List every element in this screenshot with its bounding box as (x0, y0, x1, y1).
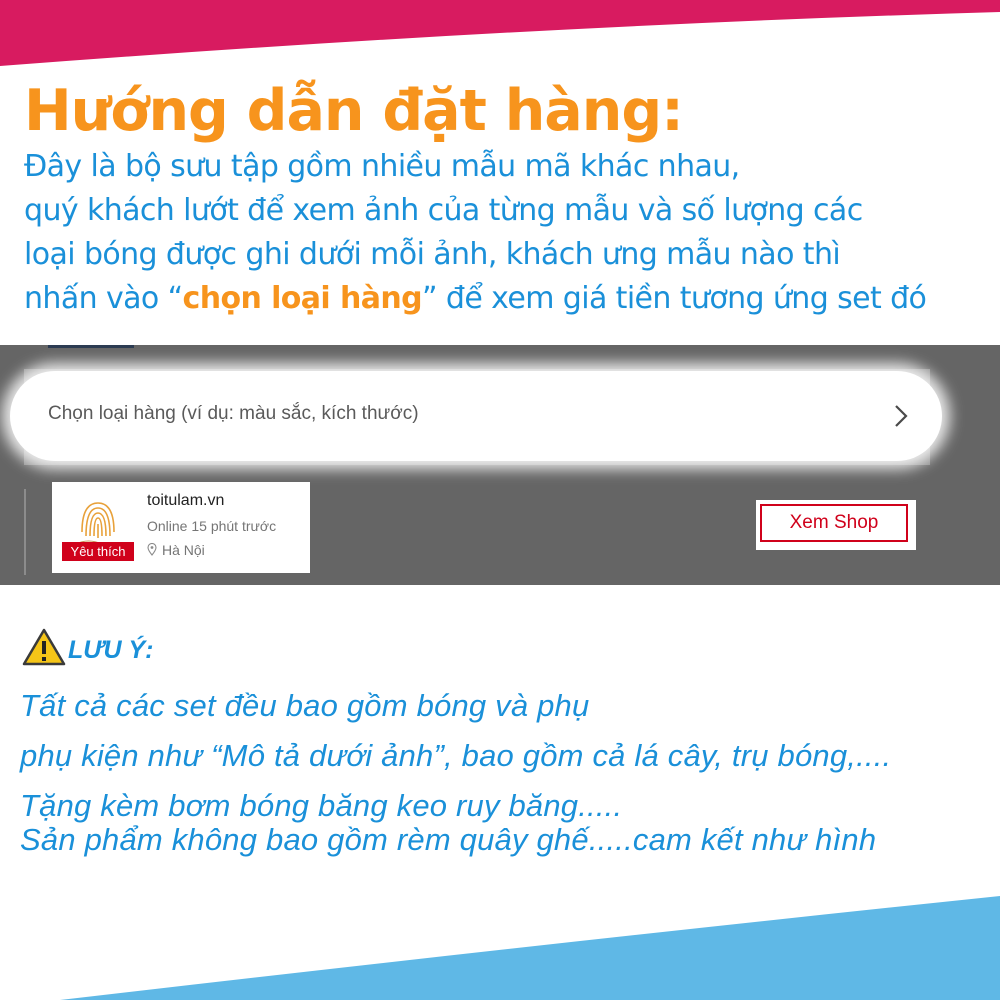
intro-text: nhấn vào “ (24, 281, 183, 316)
variant-select-label: Chọn loại hàng (ví dụ: màu sắc, kích thước) (48, 403, 419, 424)
notice-line: Sản phẩm không bao gồm rèm quây ghế.....cam kết như hình (20, 822, 877, 857)
intro-line: Đây là bộ sưu tập gồm nhiều mẫu mã khác nhau, (24, 149, 740, 184)
shop-name[interactable]: toitulam.vn (147, 492, 225, 509)
shop-location-text: Hà Nội (162, 542, 205, 558)
view-shop-button[interactable]: Xem Shop (760, 504, 908, 542)
notice-line: phụ kiện như “Mô tả dưới ảnh”, bao gồm cả lá cây, trụ bóng,.... (20, 738, 892, 773)
intro-line: quý khách lướt để xem ảnh của từng mẫu và số lượng các (24, 193, 863, 228)
intro-highlight: chọn loại hàng (182, 281, 422, 316)
intro-paragraph (24, 145, 994, 321)
divider (24, 489, 26, 575)
shop-online-status: Online 15 phút trước (147, 518, 277, 534)
intro-text: ” để xem giá tiền tương ứng set đó (422, 281, 927, 316)
page-title: Hướng dẫn đặt hàng: (24, 78, 683, 144)
product-screenshot-panel (0, 345, 1000, 585)
notice-line: Tất cả các set đều bao gồm bóng và phụ (20, 688, 590, 723)
notice-line: Tặng kèm bơm bóng băng keo ruy băng..... (20, 788, 623, 823)
view-shop-container (756, 500, 916, 550)
favorite-badge: Yêu thích (62, 542, 134, 561)
bottom-blue-wave (0, 880, 1000, 1000)
chevron-right-icon (890, 403, 912, 429)
location-pin-icon (147, 543, 157, 556)
top-pink-band (0, 0, 1000, 80)
notice-label: LƯU Ý: (68, 636, 154, 664)
intro-line-last (24, 277, 994, 321)
tab-underline (48, 345, 134, 348)
intro-line: loại bóng được ghi dưới mỗi ảnh, khách ưng mẫu nào thì (24, 237, 841, 272)
shop-location (147, 542, 205, 558)
shop-card[interactable] (52, 482, 310, 573)
variant-select-row[interactable] (10, 371, 942, 461)
warning-triangle-icon (22, 627, 66, 667)
